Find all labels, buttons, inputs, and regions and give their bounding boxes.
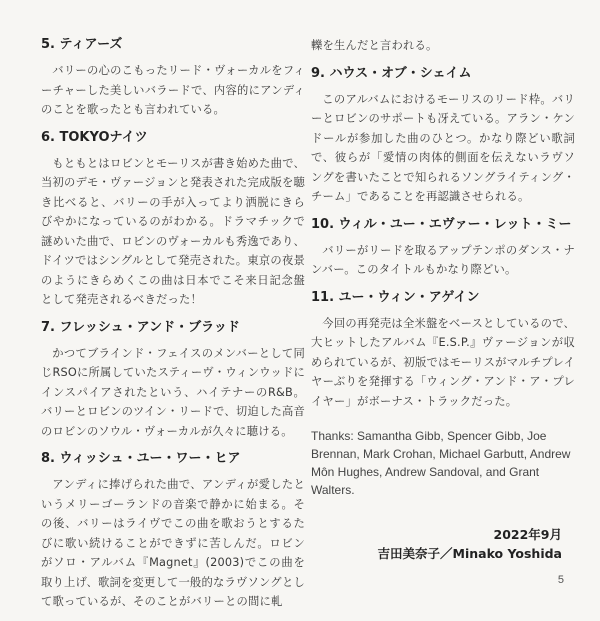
track-9-body: このアルバムにおけるモーリスのリード枠。バリーとロビンのサポートも冴えている。アラン・ケンドールが参加した曲のひとつ。かなり際どい歌詞で、彼らが「愛情の肉体的側面を伝えないラヴソングを書いたことで知られるソングライティング・チーム」であることを再認識させられる。 — [311, 92, 575, 203]
track-9-section — [311, 65, 575, 207]
track-11-section — [311, 289, 575, 412]
track-11-title: 11. ユー・ウィン・アゲイン — [311, 289, 480, 305]
track-9-title: 9. ハウス・オブ・シェイム — [311, 65, 472, 81]
track-6-body: もともとはロビンとモーリスが書き始めた曲で、当初のデモ・ヴァージョンと発表された完成版を聴き比べると、バリーの手が入ってより洒脱にきらびやかになっているのがわかる。ドラマチックで謎めいた曲で、ロビンのヴォーカルも秀逸であり、ドイツではシングルとして発売された。東京の夜景のようにきらめくこの曲は日本でこそ来日記念盤として発売されるべきだった！ — [41, 156, 305, 306]
track-10-section — [311, 216, 575, 280]
left-column — [41, 36, 305, 621]
track-5-title: 5. ティアーズ — [41, 37, 123, 52]
track-8-section — [41, 450, 305, 612]
thanks-credits: Thanks: Samantha Gibb, Spencer Gibb, Joe Brennan, Mark Crohan, Michael Garbutt, Andrew Môn Hughes, Andrew Sandoval, and Grant Walters. — [311, 429, 571, 497]
track-8-continuation-text: 轢を生んだと言われる。 — [311, 39, 438, 52]
track-7-title: 7. フレッシュ・アンド・ブラッド — [41, 319, 240, 335]
track-5-body: バリーの心のこもったリード・ヴォーカルをフィーチャーした美しいバラードで、内容的にアンディのことを歌ったとも言われている。 — [41, 64, 305, 116]
track-11-body: 今回の再発売は全米盤をベースとしているので、大ヒットしたアルバム『E.S.P.』ヴァージョンが収められているが、初版ではモーリスがマルチプレイヤーぶりを発揮する「ウィング・アンド・ア・プレイヤー」がボーナス・トラックだった。 — [311, 316, 575, 408]
track-8-title: 8. ウィッシュ・ユー・ワー・ヒア — [41, 451, 241, 466]
track-6-title: 6. TOKYOナイツ — [41, 129, 148, 145]
track-6-section — [41, 129, 305, 310]
signature-author: 吉田美奈子／Minako Yoshida — [377, 546, 562, 561]
track-7-body: かつてブラインド・フェイスのメンバーとして同じRSOに所属していたスティーヴ・ウィンウッドにインスパイアされたという、ハイテナーのR&B。バリーとロビンのツイン・リードで、切迫した高音のロビンのソウル・ヴォーカルが久々に聴ける。 — [41, 346, 305, 438]
signature-date: 2022年9月 — [493, 527, 562, 542]
signature-block — [378, 525, 562, 563]
track-10-title: 10. ウィル・ユー・エヴァー・レット・ミー — [311, 216, 572, 232]
track-8-continuation — [311, 36, 575, 56]
track-10-body: バリーがリードを取るアップテンポのダンス・ナンバー。このタイトルもかなり際どい。 — [311, 243, 575, 276]
right-column — [311, 36, 575, 499]
page-number: 5 — [557, 574, 564, 586]
track-8-body: アンディに捧げられた曲で、アンディが愛したというメリーゴーランドの音楽で静かに始まる。その後、バリーはライヴでこの曲を歌おうとするたびに歌い続けることができずに苦しんだ。ロビンがソロ・アルバム『Magnet』(2003)でこの曲を取り上げ、歌詞を変更して一般的なラヴソングとして歌っているが、そのことがバリーとの間に軋 — [41, 478, 305, 608]
track-5-section — [41, 36, 305, 120]
track-7-section — [41, 319, 305, 442]
